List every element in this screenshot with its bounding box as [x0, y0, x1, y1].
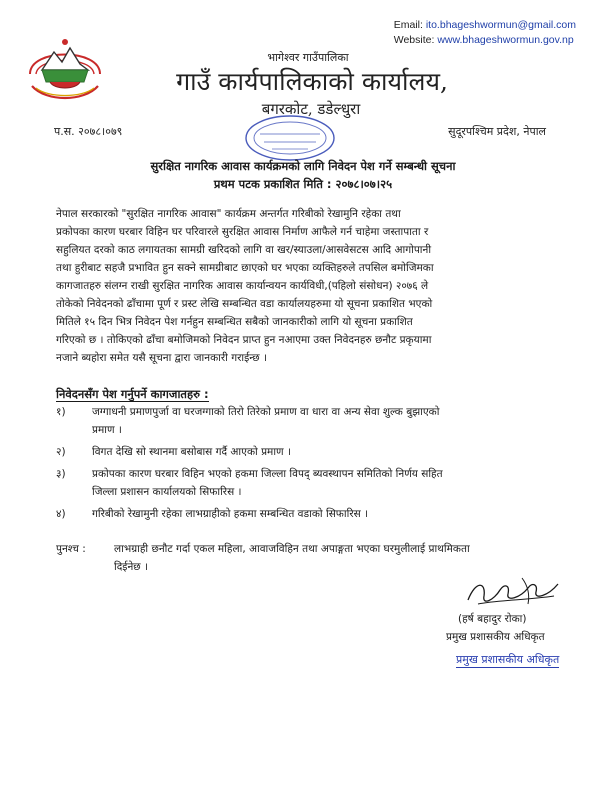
- email-label: Email:: [393, 19, 423, 31]
- list-item-number: ३): [56, 468, 66, 480]
- website-row: [394, 33, 576, 48]
- list-item-text: जिल्ला प्रशासन कार्यालयको सिफारिस ।: [92, 486, 242, 498]
- publication-date: प्रथम पटक प्रकाशित मिति : २०७८।०७।२५: [213, 177, 393, 191]
- list-item-number: १): [56, 406, 66, 418]
- list-item-text: प्रकोपका कारण घरबार विहिन भएको हकमा जिल्ला विपद् ब्यवस्थापन समितिको निर्णय सहित: [92, 468, 443, 480]
- handwritten-signature: [458, 570, 568, 614]
- body-line: नजाने ब्यहोरा समेत यसै सूचना द्वारा जानकारी गराईन्छ ।: [56, 352, 267, 364]
- province-label: सुदूरपश्चिम प्रदेश, नेपाल: [448, 125, 546, 138]
- body-line: तथा हुरीबाट सहजै प्रभावित हुन सक्ने सामग्रीबाट छाएको घर भएका व्यक्तिहरुले तपसिल बमोजिमका: [56, 262, 434, 274]
- list-item-text: प्रमाण ।: [92, 424, 122, 436]
- office-seal-stamp: [238, 112, 342, 164]
- list-item: [56, 465, 586, 501]
- body-line: मितिले १५ दिन भित्र निवेदन पेश गर्नहुन सम्बन्धित सबैको जानकारीको लागि यो सूचना प्रकाशित: [56, 316, 413, 328]
- body-line: तोकेको निवेदनको ढाँचामा पूर्ण र प्रस्ट लेखि सम्बन्धित वडा कार्यालयहरुमा यो सूचना प्रकाशित भएको: [56, 298, 433, 310]
- documents-list: [56, 403, 586, 527]
- body-line: गरिएको छ । तोकिएको ढाँचा बमोजिमको निवेदन प्राप्त हुन नआएमा उक्त निवेदनहरु छनौट प्रकृयामा: [56, 334, 432, 346]
- list-item-number: २): [56, 446, 66, 458]
- email-link[interactable]: ito.bhageshwormun@gmail.com: [425, 19, 576, 31]
- list-item-text: विगत देखि सो स्थानमा बसोबास गर्दै आएको प्रमाण ।: [92, 446, 291, 458]
- list-item-text: जग्गाधनी प्रमाणपुर्जा वा घरजग्गाको तिरो तिरेको प्रमाण वा धारा वा अन्य सेवा शुल्क बुझाएको: [92, 406, 440, 418]
- postscript-line: लाभग्राही छनौट गर्दा एकल महिला, आवाजविहिन तथा अपाङ्गता भएका घरमुलीलाई प्राथमिकता: [114, 543, 470, 555]
- documents-heading: [56, 387, 209, 402]
- postscript-line: दिईनेछ ।: [114, 561, 148, 573]
- list-item: [56, 505, 586, 523]
- documents-heading-text: निवेदनसँग पेश गर्नुपर्ने कागजातहरु :: [56, 387, 209, 401]
- notice-body-paragraph: [56, 205, 586, 367]
- postscript-label: पुनश्च :: [56, 543, 86, 555]
- signatory-name: (हर्ष बहादुर रोका): [458, 613, 527, 625]
- office-place: बगरकोट, डडेल्धुरा: [261, 100, 361, 118]
- website-label: Website:: [393, 34, 435, 46]
- office-title: गाउँ कार्यपालिकाको कार्यालय,: [176, 67, 448, 96]
- website-link[interactable]: www.bhageshwormun.gov.np: [437, 34, 574, 46]
- signatory-title: प्रमुख प्रशासकीय अधिकृत: [446, 631, 545, 643]
- list-item-text: गरिबीको रेखामुनी रहेका लाभग्राहीको हकमा सम्बन्धित वडाको सिफारिस ।: [92, 508, 369, 520]
- list-item-number: ४): [56, 508, 66, 520]
- designation-stamp: प्रमुख प्रशासकीय अधिकृत: [456, 653, 560, 666]
- body-line: प्रकोपका कारण घरबार विहिन घर परिवारले सुरक्षित आवास निर्माण आफैले गर्न चाहेमा जस्तापाता र: [56, 226, 429, 238]
- email-row: [394, 18, 576, 33]
- body-line: नेपाल सरकारको "सुरक्षित नागरिक आवास" कार्यक्रम अन्तर्गत गरिबीको रेखामुनि रहेका तथा: [56, 208, 401, 220]
- contact-block: [394, 18, 576, 48]
- list-item: [56, 403, 586, 439]
- reference-number: प.स. २०७८।०७९: [54, 125, 123, 138]
- list-item: [56, 443, 586, 461]
- body-line: कागजातहरु संलग्न राखी सुरक्षित नागरिक आवास कार्यान्वयन कार्यविधी,(पहिलो संसोधन) २०७६ ले: [56, 280, 429, 292]
- municipality-name: भागेश्वर गाउँपालिका: [267, 51, 349, 64]
- body-line: सहुलियत दरको काठ लगायतका सामग्री खरिदको लागि वा खर/स्याउला/आसवेसटस आदि आगोपानी: [56, 244, 432, 256]
- notice-subject: सुरक्षित नागरिक आवास कार्यक्रमको लागि निवेदन पेश गर्ने सम्बन्धी सूचना: [150, 159, 456, 173]
